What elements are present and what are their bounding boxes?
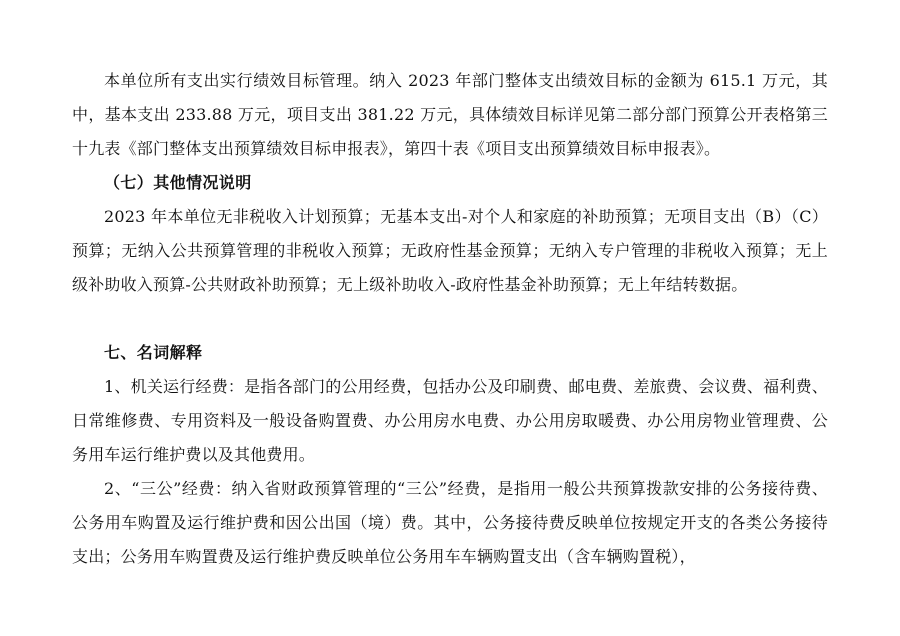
paragraph-term-three-public-funds: 2、“三公”经费：纳入省财政预算管理的“三公”经费，是指用一般公共预算拨款安排的公务接待费、公务用车购置及运行维护费和因公出国（境）费。其中，公务接待费反映单位按规定开支的各类公务接待支出；公务用车购置费及运行维护费反映单位公务用车车辆购置支出（含车辆购置税）， xyxy=(72,479,828,566)
paragraph-other-info: 2023 年本单位无非税收入计划预算；无基本支出-对个人和家庭的补助预算；无项目支出（B）（C）预算；无纳入公共预算管理的非税收入预算；无政府性基金预算；无纳入专户管理的非税收入预算；无上级补助收入预算-公共财政补助预算；无上级补助收入-政府性基金补助预算；无上年结转数据。 xyxy=(72,207,828,294)
section-heading-glossary: 七、名词解释 xyxy=(104,343,203,362)
section-heading-other-info: （七）其他情况说明 xyxy=(104,173,252,192)
paragraph-performance-management: 本单位所有支出实行绩效目标管理。纳入 2023 年部门整体支出绩效目标的金额为 615.1 万元，其中，基本支出 233.88 万元，项目支出 381.22 万元，具体绩效目标详见第二部分部门预算公开表格第三十九表《部门整体支出预算绩效目标申报表》，第四十表《项目支出预算绩效目标申报表》。 xyxy=(72,71,828,158)
paragraph-term-institutional-operating-funds: 1、机关运行经费：是指各部门的公用经费，包括办公及印刷费、邮电费、差旅费、会议费、福利费、日常维修费、专用资料及一般设备购置费、办公用房水电费、办公用房取暖费、办公用房物业管理费、公务用车运行维护费以及其他费用。 xyxy=(72,377,828,464)
